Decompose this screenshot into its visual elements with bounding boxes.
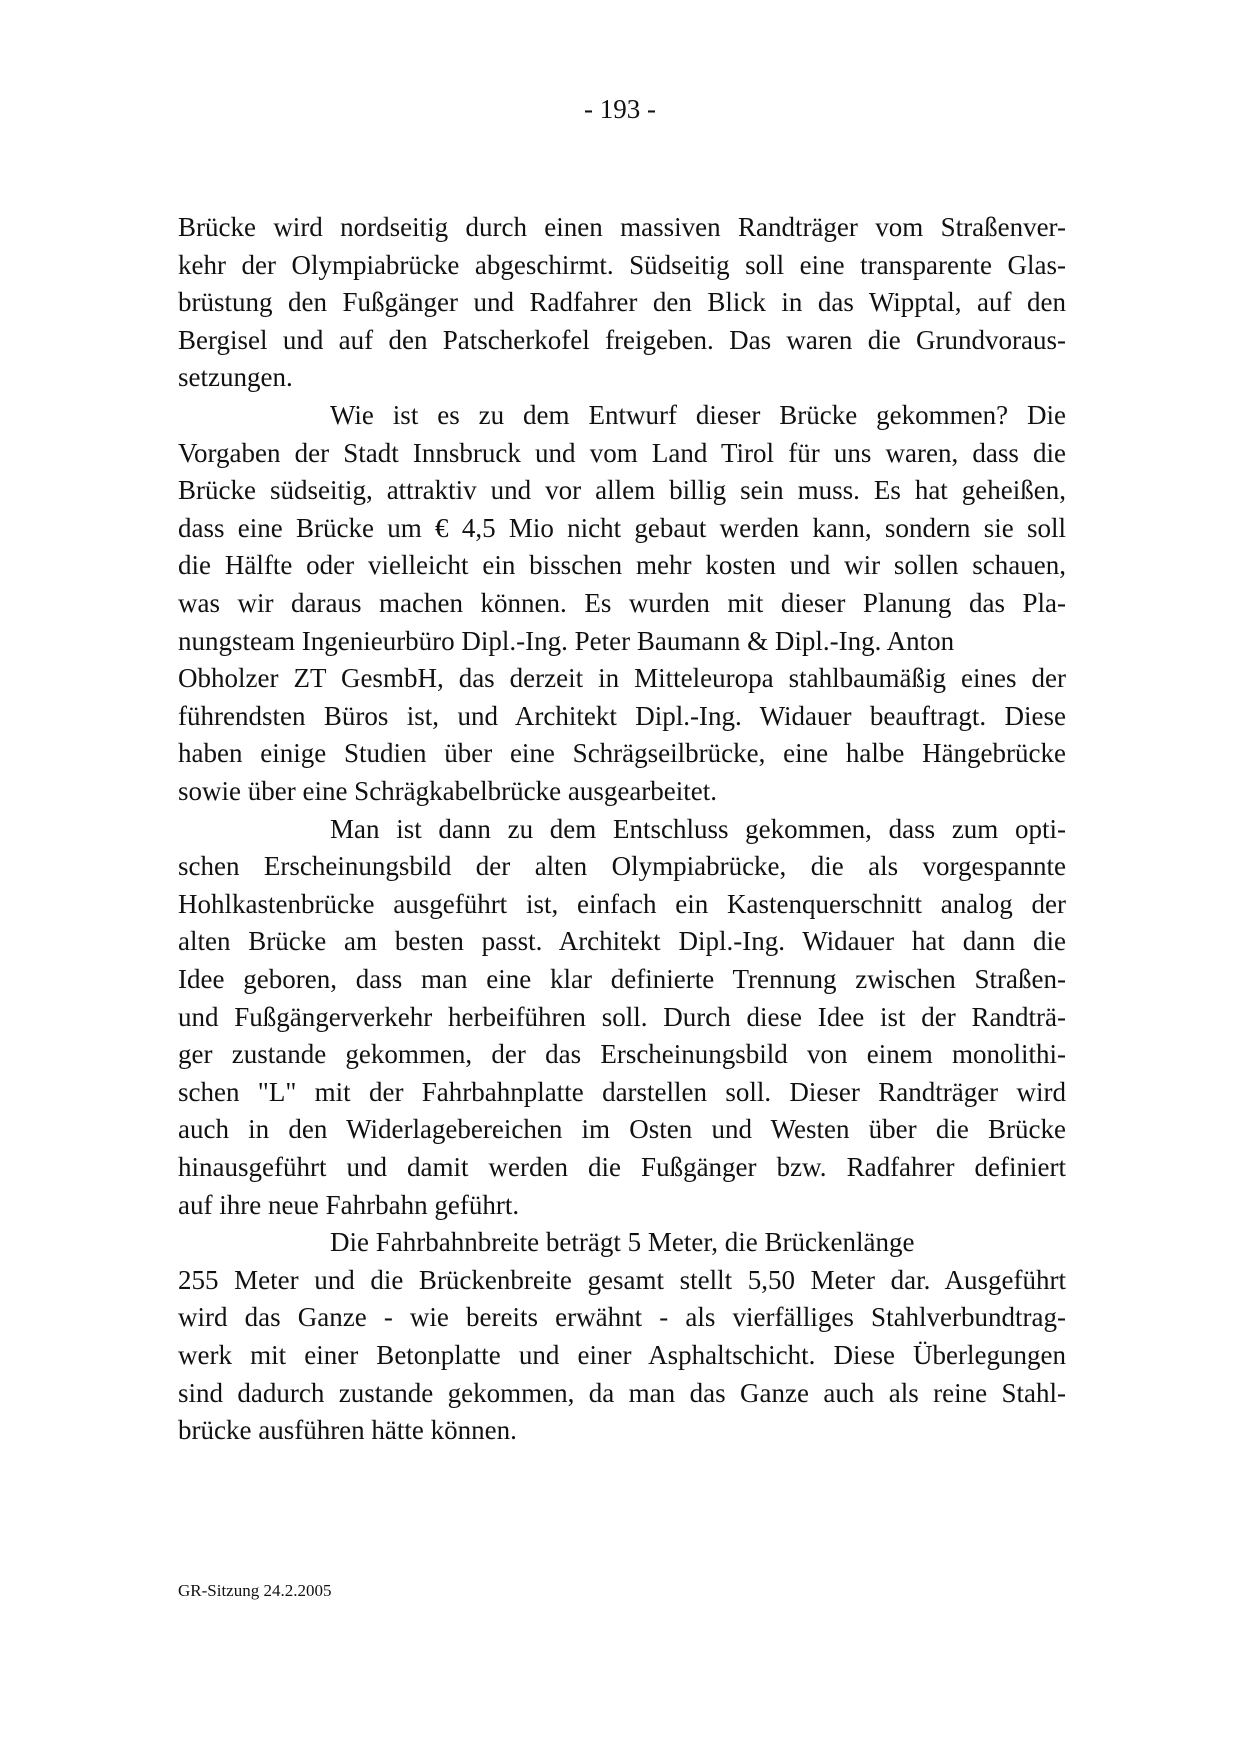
text-line: alten Brücke am besten passt. Architekt Dipl.-Ing. Widauer hat dann die — [178, 926, 1066, 956]
text-line: kehr der Olympiabrücke abgeschirmt. Südseitig soll eine transparente Glas- — [178, 250, 1066, 280]
text-line: Die Fahrbahnbreite beträgt 5 Meter, die Brückenlänge — [330, 1227, 915, 1257]
text-line: Man ist dann zu dem Entschluss gekommen, dass zum opti- — [330, 814, 1066, 844]
text-line: hinausgeführt und damit werden die Fußgänger bzw. Radfahrer definiert — [178, 1152, 1066, 1182]
text-line: dass eine Brücke um € 4,5 Mio nicht gebaut werden kann, sondern sie soll — [178, 513, 1066, 543]
text-line: brücke ausführen hätte können. — [178, 1415, 517, 1445]
text-line: sowie über eine Schrägkabelbrücke ausgearbeitet. — [178, 776, 718, 806]
page-number: - 193 - — [584, 94, 656, 124]
text-line: 255 Meter und die Brückenbreite gesamt stellt 5,50 Meter dar. Ausgeführt — [178, 1265, 1066, 1295]
text-line: schen "L" mit der Fahrbahnplatte darstellen soll. Dieser Randträger wird — [178, 1077, 1066, 1107]
text-line: wird das Ganze - wie bereits erwähnt - als vierfälliges Stahlverbundtrag- — [178, 1302, 1066, 1332]
text-line: sind dadurch zustande gekommen, da man das Ganze auch als reine Stahl- — [178, 1378, 1066, 1408]
text-line: führendsten Büros ist, und Architekt Dipl.-Ing. Widauer beauftragt. Diese — [178, 701, 1066, 731]
text-line: was wir daraus machen können. Es wurden mit dieser Planung das Pla- — [178, 588, 1066, 618]
text-line: auf ihre neue Fahrbahn geführt. — [178, 1190, 520, 1220]
text-line: haben einige Studien über eine Schrägseilbrücke, eine halbe Hängebrücke — [178, 738, 1066, 768]
text-line: Bergisel und auf den Patscherkofel freigeben. Das waren die Grundvoraus- — [178, 325, 1066, 355]
footer-text: GR-Sitzung 24.2.2005 — [178, 1581, 332, 1600]
text-line: auch in den Widerlagebereichen im Osten und Westen über die Brücke — [178, 1114, 1066, 1144]
text-line: setzungen. — [178, 362, 293, 392]
text-line: werk mit einer Betonplatte und einer Asphaltschicht. Diese Überlegungen — [178, 1340, 1066, 1370]
text-line: die Hälfte oder vielleicht ein bisschen mehr kosten und wir sollen schauen, — [178, 550, 1066, 580]
text-line: schen Erscheinungsbild der alten Olympiabrücke, die als vorgespannte — [178, 851, 1066, 881]
text-line: Vorgaben der Stadt Innsbruck und vom Land Tirol für uns waren, dass die — [178, 438, 1066, 468]
text-line: brüstung den Fußgänger und Radfahrer den Blick in das Wipptal, auf den — [178, 287, 1066, 317]
text-line: Obholzer ZT GesmbH, das derzeit in Mitteleuropa stahlbaumäßig eines der — [178, 663, 1066, 693]
text-line: ger zustande gekommen, der das Erscheinungsbild von einem monolithi- — [178, 1039, 1066, 1069]
text-line: nungsteam Ingenieurbüro Dipl.-Ing. Peter Baumann & Dipl.-Ing. Anton — [178, 626, 955, 656]
text-line: Hohlkastenbrücke ausgeführt ist, einfach ein Kastenquerschnitt analog der — [178, 889, 1066, 919]
text-line: Idee geboren, dass man eine klar definierte Trennung zwischen Straßen- — [178, 964, 1066, 994]
text-line: Brücke wird nordseitig durch einen massiven Randträger vom Straßenver- — [178, 212, 1066, 242]
text-line: und Fußgängerverkehr herbeiführen soll. Durch diese Idee ist der Randträ- — [178, 1002, 1066, 1032]
text-line: Brücke südseitig, attraktiv und vor allem billig sein muss. Es hat geheißen, — [178, 475, 1066, 505]
text-line: Wie ist es zu dem Entwurf dieser Brücke gekommen? Die — [330, 400, 1066, 430]
